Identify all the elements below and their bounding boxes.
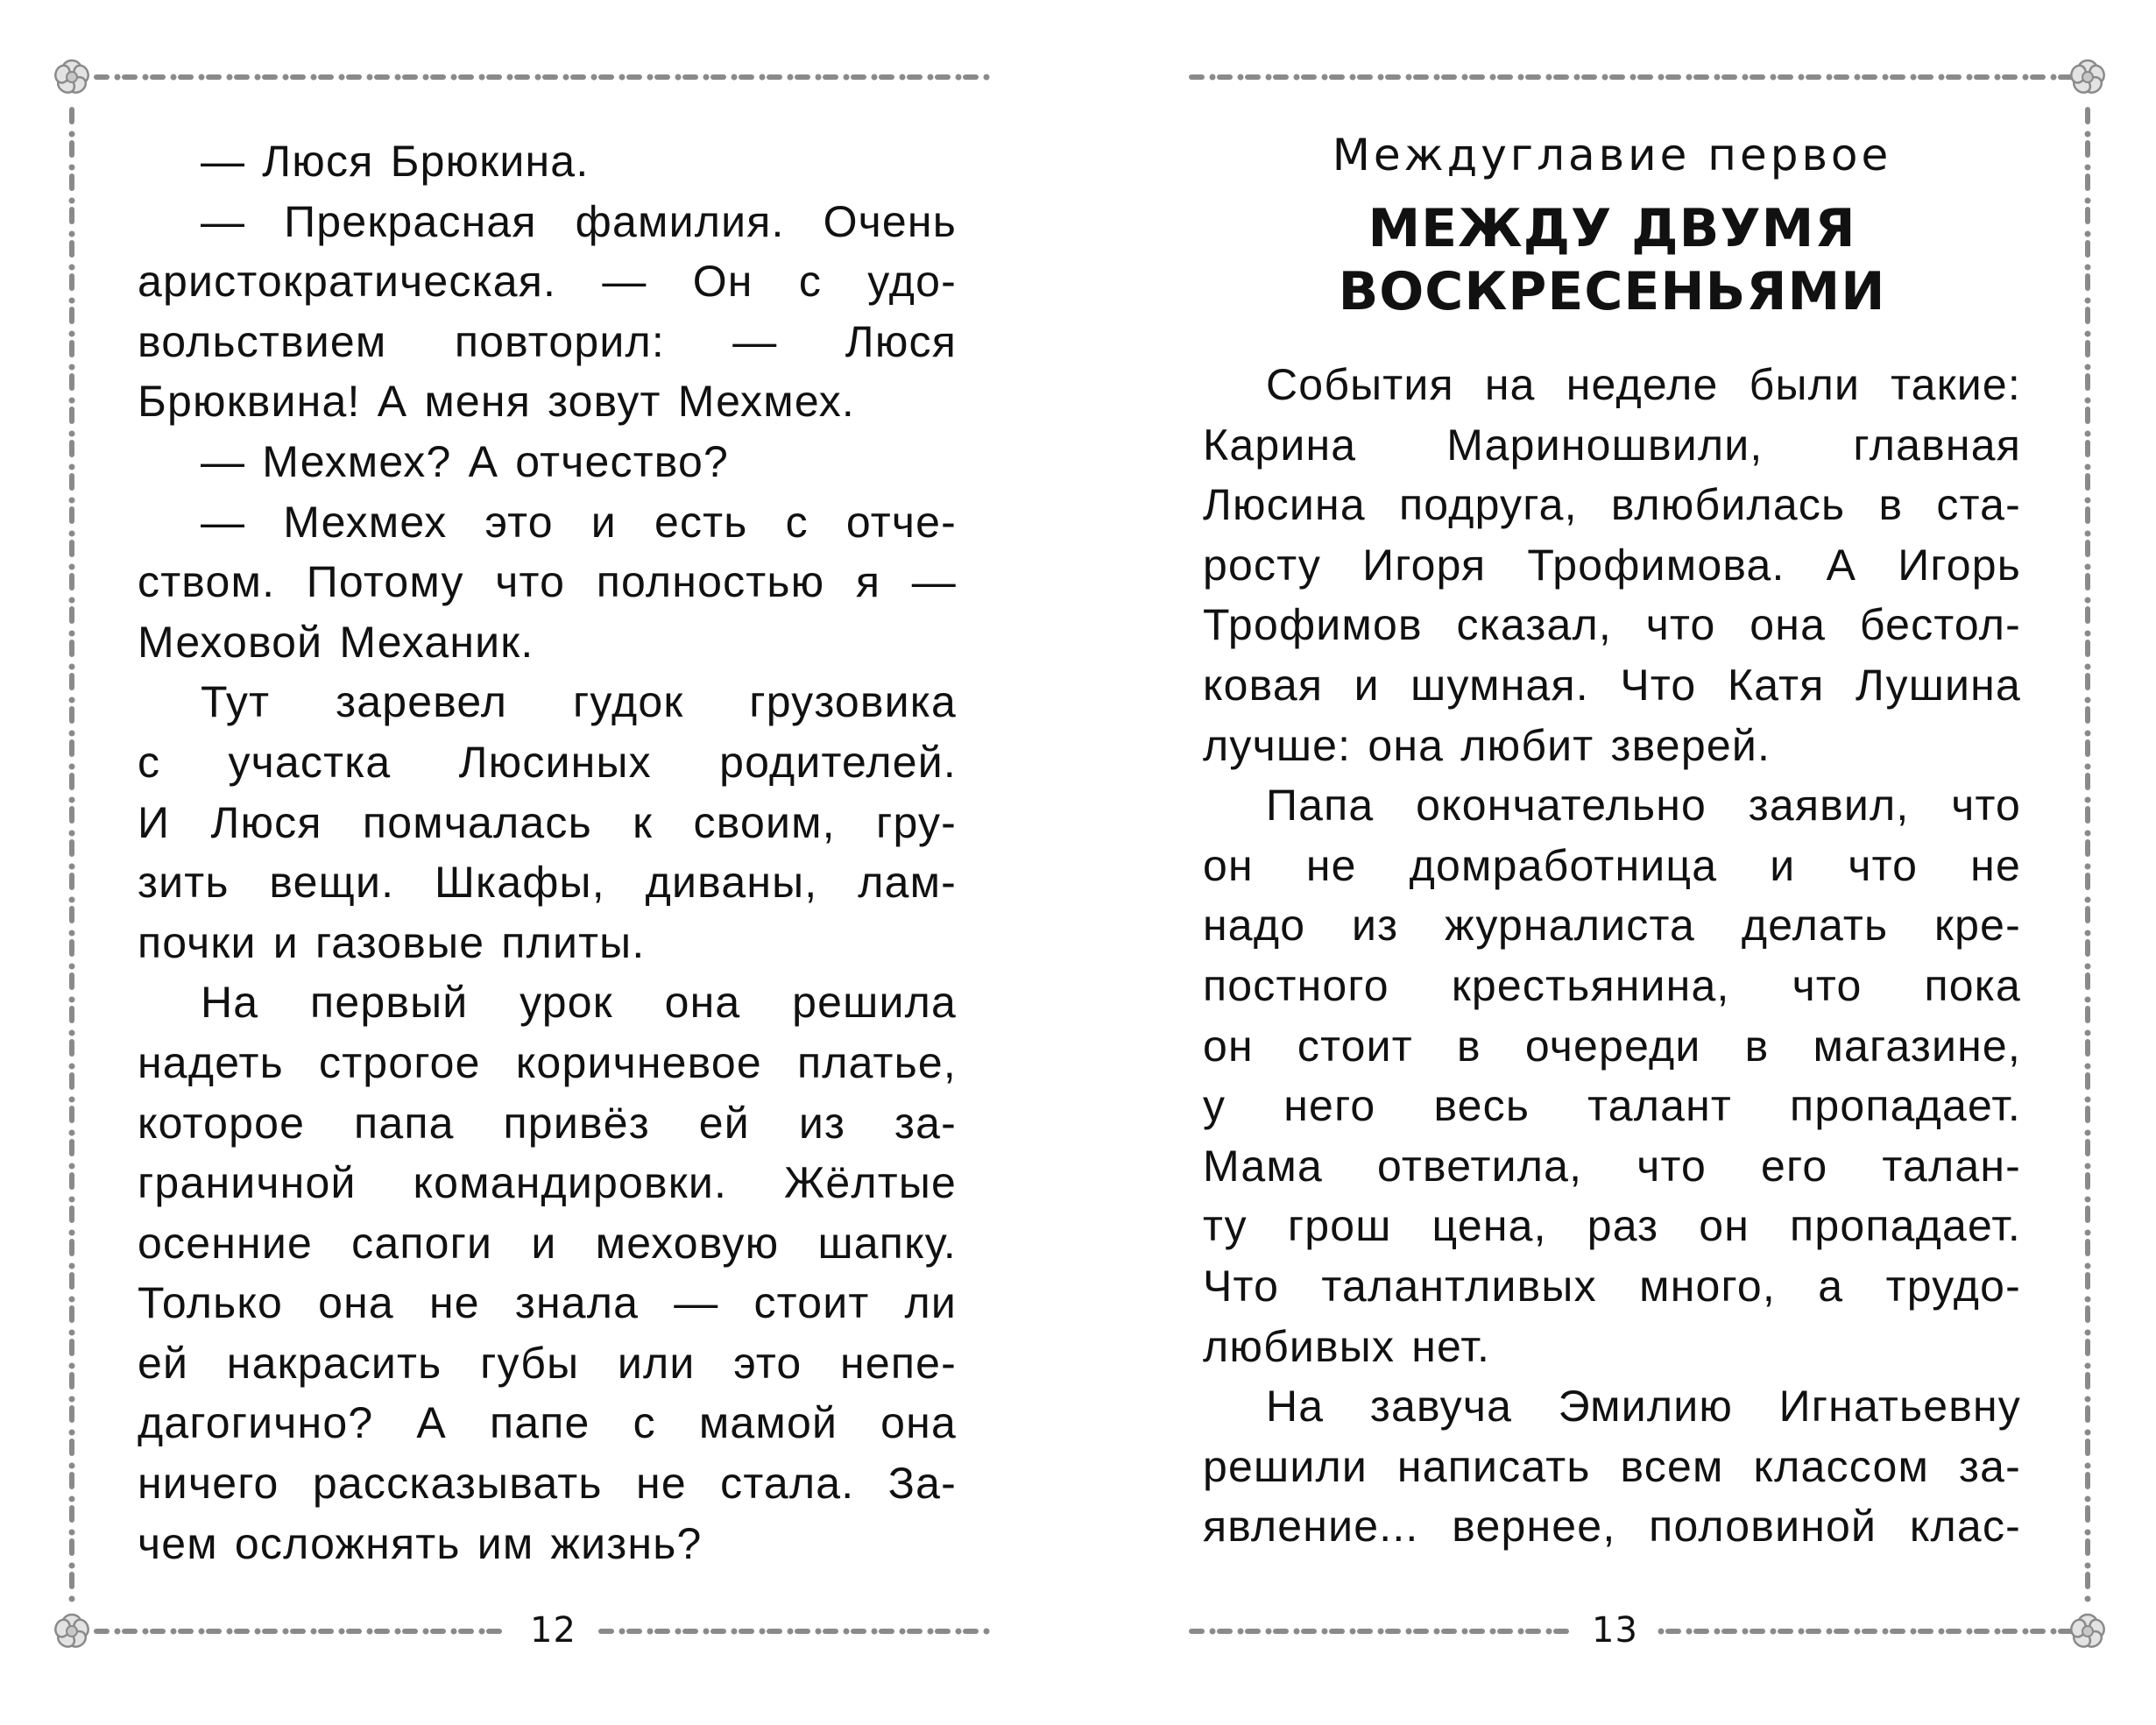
text-line: граничной командировки. Жёлтые: [138, 1158, 957, 1208]
page-number: 13: [1583, 1610, 1647, 1651]
text-line: с участка Люсиных родителей.: [138, 737, 957, 787]
paragraph: [138, 192, 957, 432]
flower-icon: [53, 1615, 90, 1650]
flower-icon: [53, 60, 90, 95]
text-line: лучше: она любит зверей.: [1203, 720, 1771, 770]
text-line: решили написать всем классом за-: [1203, 1441, 2021, 1491]
right-page-text: [1203, 355, 2021, 1557]
text-line: Только она не знала — стоит ли: [138, 1278, 957, 1328]
text-line: — Мехмех это и есть с отче-: [201, 497, 957, 547]
paragraph: [1203, 775, 2021, 1376]
flower-icon: [2069, 60, 2106, 95]
border-dashes: [69, 110, 75, 1602]
text-line: ту грош цена, раз он пропадает.: [1203, 1201, 2021, 1251]
text-line: Карина Мариношвили, главная: [1203, 420, 2021, 470]
text-line: Люсина подруга, влюбилась в ста-: [1203, 480, 2021, 530]
text-line: аристократическая. — Он с удо-: [138, 257, 957, 307]
paragraph: [138, 972, 957, 1573]
text-line: Тут заревел гудок грузовика: [201, 677, 957, 727]
text-line: осенние сапоги и меховую шапку.: [138, 1218, 957, 1268]
text-line: События на неделе были такие:: [1266, 360, 2021, 409]
left-page-text: [138, 131, 957, 1573]
text-line: ничего рассказывать не стала. За-: [138, 1459, 957, 1509]
page-number: 12: [521, 1610, 585, 1651]
text-line: явление... вернее, половиной клас-: [1203, 1502, 2021, 1552]
text-line: росту Игоря Трофимова. А Игорь: [1203, 540, 2021, 590]
text-line: И Люся помчалась к своим, гру-: [138, 797, 957, 847]
text-line: любивых нет.: [1203, 1321, 1491, 1371]
border-dashes: [1191, 74, 2099, 81]
paragraph: [138, 492, 957, 673]
text-line: почки и газовые плиты.: [138, 917, 646, 967]
paragraph: [1203, 355, 2021, 775]
text-line: вольствием повторил: — Люся: [138, 316, 957, 366]
text-line: надеть строгое коричневое платье,: [138, 1037, 957, 1087]
chapter-title-line: МЕЖДУ ДВУМЯ: [1368, 198, 1856, 259]
flower-icon: [2069, 1615, 2106, 1650]
border-dashes: [96, 74, 990, 81]
paragraph: [138, 432, 957, 492]
text-line: Что талантливых много, а трудо-: [1203, 1261, 2021, 1311]
text-line: Меховой Механик.: [138, 617, 534, 667]
text-line: Брюквина! А меня зовут Мехмех.: [138, 377, 856, 427]
text-line: которое папа привёз ей из за-: [138, 1098, 957, 1148]
text-line: На первый урок она решила: [201, 978, 957, 1028]
text-line: ством. Потому что полностью я —: [138, 557, 957, 607]
text-line: ковая и шумная. Что Катя Лушина: [1203, 660, 2021, 710]
paragraph: [138, 672, 957, 972]
text-line: На завуча Эмилию Игнатьевну: [1266, 1382, 2021, 1432]
text-line: зить вещи. Шкафы, диваны, лам-: [138, 858, 957, 908]
right-page: [1078, 0, 2156, 1725]
text-line: Мама ответила, что его талан-: [1203, 1141, 2021, 1191]
text-line: — Люся Брюкина.: [201, 137, 590, 186]
text-line: постного крестьянина, что пока: [1203, 960, 2021, 1010]
text-line: Трофимов сказал, что она бестол-: [1203, 600, 2021, 650]
text-line: ей накрасить губы или это непе-: [138, 1338, 957, 1388]
text-line: он стоит в очереди в магазине,: [1203, 1021, 2021, 1071]
text-line: надо из журналиста делать кре-: [1203, 901, 2021, 951]
border-dashes: [2085, 110, 2091, 1602]
text-line: чем осложнять им жизнь?: [138, 1518, 703, 1568]
text-line: он не домработница и что не: [1203, 840, 2021, 890]
chapter-title-line: ВОСКРЕСЕНЬЯМИ: [1338, 261, 1886, 322]
paragraph: [1203, 1376, 2021, 1557]
text-line: дагогично? А папе с мамой она: [138, 1398, 957, 1448]
text-line: Папа окончательно заявил, что: [1266, 781, 2021, 831]
text-line: у него весь талант пропадает.: [1203, 1081, 2021, 1131]
paragraph: [138, 131, 957, 192]
chapter-title: [1203, 197, 2021, 323]
text-line: — Прекрасная фамилия. Очень: [201, 196, 957, 246]
chapter-kicker: Междуглавие первое: [1332, 130, 1892, 180]
text-line: — Мехмех? А отчество?: [201, 436, 730, 486]
